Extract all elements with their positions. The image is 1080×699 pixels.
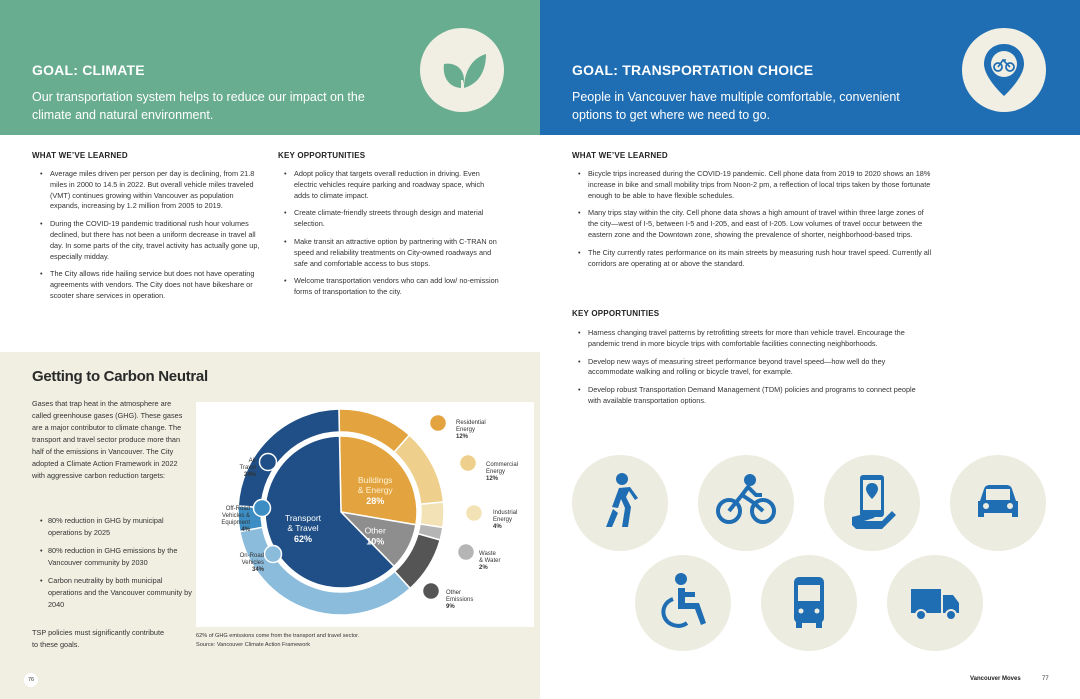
- climate-banner: [0, 0, 540, 135]
- delivery-truck-icon: [887, 555, 983, 651]
- callout-value: 2%: [479, 565, 488, 571]
- inner-label: Buildings: [357, 475, 393, 485]
- climate-goal-description: Our transportation system helps to reduce our impact on the climate and natural environment.: [32, 90, 365, 122]
- callout-dot: [423, 583, 440, 600]
- inner-label: Other: [364, 525, 386, 536]
- chart-source: Source: Vancouver Climate Action Framework: [196, 642, 310, 648]
- right-page: [540, 0, 1080, 699]
- inner-label: & Travel: [287, 523, 319, 533]
- callout-dot: [254, 500, 271, 517]
- carbon-targets-list: [32, 515, 192, 617]
- callout-label: Travel: [239, 465, 256, 471]
- emissions-chart-panel: [196, 402, 534, 627]
- list-item: • Harness changing travel patterns by retrofitting streets for more than vehicle travel. Encourage the pandemic trend in more bicycle trips with comfortable facilities connecting neighborhoods.: [578, 328, 928, 350]
- cyclist-icon: [698, 455, 794, 551]
- transport-banner: [540, 0, 1080, 135]
- bike-location-pin-icon: [962, 28, 1046, 112]
- inner-label: & Energy: [357, 485, 393, 495]
- list-item: • Make transit an attractive option by partnering with C-TRAN on speed and reliability treatments on City-owned roadways and safe and comfortable access to bus stops.: [284, 237, 499, 269]
- list-item: • Average miles driven per person per day is declining, from 21.8 miles in 2000 to 14.5 in 2022. But overall vehicle miles traveled (VMT) continues growing within Vancouver as population expands, increasing by 1.2 million from 2005 to 2019.: [40, 169, 260, 212]
- callout-label: Vehicles: [241, 560, 264, 566]
- inner-value: 62%: [293, 534, 313, 544]
- transport-learned-list: [578, 169, 933, 276]
- callout-dot: [265, 546, 282, 563]
- list-item: • Welcome transportation vendors who can add low/ no-emission forms of transportation to the city.: [284, 276, 499, 298]
- callout-label: Energy: [493, 517, 513, 523]
- carbon-closing-text: TSP policies must significantly contribute to these goals.: [32, 628, 165, 649]
- list-item: • Adopt policy that targets overall reduction in driving. Even electric vehicles require parking and roadway space, which adds to climate impact.: [284, 169, 499, 201]
- callout-dot: [466, 505, 483, 522]
- phone-rideshare-icon: [824, 455, 920, 551]
- callout-label: Vehicles &: [221, 513, 250, 519]
- list-item: • Develop robust Transportation Demand Management (TDM) policies and programs to connect people with available transportation options.: [578, 385, 928, 407]
- transport-goal-title: GOAL: TRANSPORTATION CHOICE: [572, 62, 814, 78]
- callout-label: Energy: [486, 469, 506, 475]
- list-item: • The City allows ride hailing service but does not have operating agreements with vendors. The City does not have bikeshare or scooter share services in operation.: [40, 269, 260, 301]
- climate-opportunities-heading: KEY OPPORTUNITIES: [278, 151, 366, 160]
- climate-learned-list: [40, 169, 260, 309]
- carbon-intro-text: Gases that trap heat in the atmosphere are called greenhouse gases (GHG). These gases are a major contributor to climate change. The transport and travel sector produce more than half of the emissions in Vancouver. The City adopted a Climate Action Framework in 2022 with aggressive carbon reduction targets:: [32, 399, 183, 480]
- list-item: • 80% reduction in GHG by municipal operations by 2025: [32, 515, 192, 539]
- callout-dot: [458, 544, 475, 561]
- leaf-icon: [420, 28, 504, 112]
- callout-value: 12%: [456, 434, 469, 440]
- climate-opportunities-list: [284, 169, 499, 305]
- transport-goal-description: People in Vancouver have multiple comfortable, convenient options to get where we need to go.: [572, 90, 900, 122]
- transport-learned-heading: WHAT WE’VE LEARNED: [572, 151, 668, 160]
- wheelchair-icon: [635, 555, 731, 651]
- callout-label: Waste: [479, 551, 496, 557]
- climate-learned-heading: WHAT WE’VE LEARNED: [32, 151, 128, 160]
- list-item: • The City currently rates performance on its main streets by measuring rush hour travel speed. Currently all corridors are operating at or above the standard.: [578, 248, 933, 270]
- callout-value: 34%: [251, 567, 264, 573]
- inner-value: 10%: [366, 536, 385, 547]
- callout-value: 9%: [446, 604, 455, 610]
- carbon-section-title: Getting to Carbon Neutral: [32, 368, 208, 385]
- footer-brand: Vancouver Moves: [970, 676, 1021, 682]
- callout-label: Other: [446, 590, 462, 596]
- list-item: • 80% reduction in GHG emissions by the Vancouver community by 2030: [32, 545, 192, 569]
- carbon-neutral-section: [0, 352, 540, 699]
- chart-note: 62% of GHG emissions come from the transport and travel sector.: [196, 633, 360, 639]
- callout-label: Energy: [456, 427, 476, 433]
- callout-value: 12%: [486, 476, 499, 482]
- list-item: • Create climate-friendly streets through design and material selection.: [284, 208, 499, 230]
- callout-value: 4%: [493, 524, 502, 530]
- inner-label: Transport: [284, 513, 322, 523]
- bus-icon: [761, 555, 857, 651]
- callout-value: 24%: [243, 472, 256, 478]
- callout-dot: [260, 454, 277, 471]
- callout-label: On-Road: [239, 553, 264, 559]
- list-item: • During the COVID-19 pandemic traditional rush hour volumes declined, but there has not been a uniform decrease in travel all day. In some parts of the city, travel activity has actually gone up, especially midday.: [40, 219, 260, 262]
- climate-goal-title: GOAL: CLIMATE: [32, 62, 145, 78]
- page-number-right: 77: [1042, 676, 1049, 682]
- callout-label: Emissions: [446, 597, 474, 603]
- transport-opportunities-list: [578, 328, 928, 414]
- callout-value: 4%: [241, 527, 250, 533]
- transport-opportunities-heading: KEY OPPORTUNITIES: [572, 309, 660, 318]
- callout-label: Air: [248, 458, 256, 464]
- callout-dot: [460, 455, 477, 472]
- page-number-left: 76: [24, 673, 38, 687]
- emissions-donut-chart: [196, 402, 534, 627]
- list-item: • Carbon neutrality by both municipal operations and the Vancouver community by 2040: [32, 575, 192, 611]
- callout-label: Industrial: [493, 510, 518, 516]
- list-item: • Bicycle trips increased during the COVID-19 pandemic. Cell phone data from 2019 to 2020 shows an 18% increase in bike and small mobility trips from Noon-2 pm, a reflection of local trips taken by those fortunate enough to be able to have flexible schedules.: [578, 169, 933, 201]
- outer-slice-industrial-energy: [420, 502, 444, 528]
- list-item: • Many trips stay within the city. Cell phone data shows a high amount of travel within three large zones of the city—west of I-5, between I-5 and I-205, and east of I-205. Low volumes of travel occur between the eastern zone and the Downtown zone, showing the prevalence of shorter, neighborhood-based trips.: [578, 208, 933, 240]
- callout-label: Commercial: [486, 462, 519, 468]
- callout-label: & Water: [479, 558, 501, 564]
- callout-dot: [430, 415, 447, 432]
- chart-caption: [196, 632, 359, 650]
- callout-label: Off-Road: [225, 506, 250, 512]
- car-icon: [950, 455, 1046, 551]
- list-item: • Develop new ways of measuring street performance beyond travel speed—how well do they accommodate walking and rolling or bicycle travel, for example.: [578, 357, 928, 379]
- walking-person-icon: [572, 455, 668, 551]
- inner-value: 28%: [366, 496, 385, 506]
- callout-label: Residential: [456, 420, 486, 426]
- callout-label: Equipment: [221, 520, 250, 526]
